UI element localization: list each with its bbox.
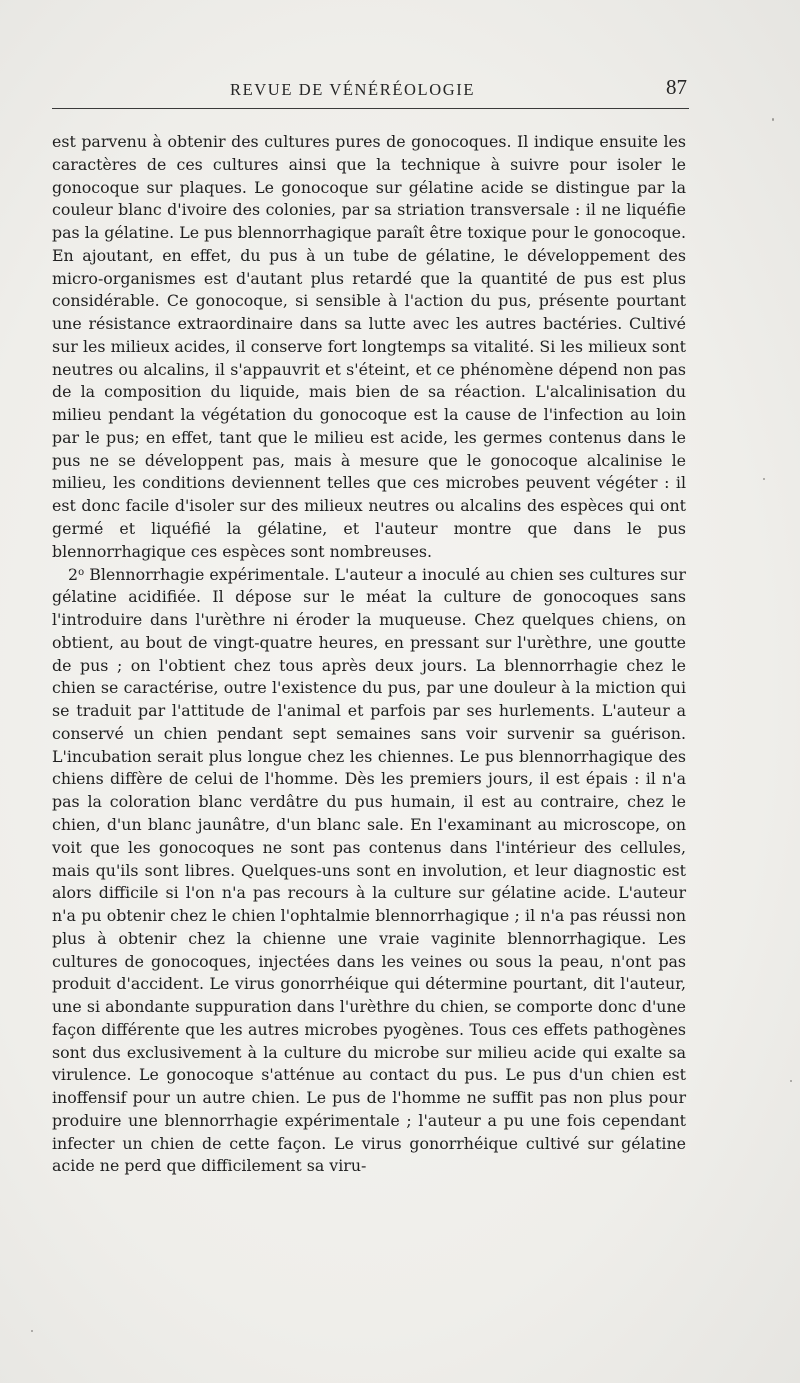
page-header [52, 72, 689, 109]
page-number: 87 [666, 75, 687, 99]
ordinal-marker: o [78, 566, 85, 578]
section-number: 2 [68, 564, 79, 584]
paper-speck [31, 1330, 33, 1332]
paragraph: est parvenu à obtenir des cultures pures de gonocoques. Il indique ensuite les caractères de ces cultures ainsi que la technique à suivre pour isoler le gonocoque sur plaques. Le gonocoque sur gélatine acide se distingue par la couleur blanc d'ivoire des colonies, par sa striation transversale : il ne liquéfie pas la gélatine. Le pus blennorrhagique paraît être toxique pour le gonocoque. En ajoutant, en effet, du pus à un tube de gélatine, le développement des micro-organismes est d'autant plus retardé que la quantité de pus est plus considérable. Ce gonocoque, si sensible à l'action du pus, présente pourtant une résistance extraordinaire dans sa lutte avec les autres bactéries. Cultivé sur les milieux acides, il conserve fort longtemps sa vitalité. Si les milieux sont neutres ou alcalins, il s'appauvrit et s'éteint, et ce phénomène dépend non pas de la composition du liquide, mais bien de sa réaction. L'alcalinisation du milieu pendant la végétation du gonocoque est la cause de l'infection au loin par le pus; en effet, tant que le milieu est acide, les germes contenus dans le pus ne se développent pas, mais à mesure que le gonocoque alcalinise le milieu, les conditions deviennent telles que ces microbes peuvent végéter : il est donc facile d'isoler sur des milieux neutres ou alcalins des espèces qui ont germé et liquéfié la gélatine, et l'auteur montre que dans le pus blennorrhagique ces espèces sont nombreuses. [52, 132, 686, 561]
paragraph-text: Blennorrhagie expérimentale. L'auteur a inoculé au chien ses cultures sur gélatine acidifiée. Il dépose sur le méat la culture de gonocoques sans l'introduire dans l'urèthre ni éroder la muqueuse. Chez quelques chiens, on obtient, au bout de vingt-quatre heures, en pressant sur l'urèthre, une goutte de pus ; on l'obtient chez tous après deux jours. La blennorrhagie chez le chien se caractérise, outre l'existence du pus, par une douleur à la miction qui se traduit par l'attitude de l'animal et parfois par ses hurlements. L'auteur a conservé un chien pendant sept semaines sans voir survenir sa guérison. L'incubation serait plus longue chez les chiennes. Le pus blennorrhagique des chiens diffère de celui de l'homme. Dès les premiers jours, il est épais : il n'a pas la coloration blanc verdâtre du pus humain, il est au contraire, chez le chien, d'un blanc jaunâtre, d'un blanc sale. En l'examinant au microscope, on voit que les gonocoques ne sont pas contenus dans l'intérieur des cellules, mais qu'ils sont libres. Quelques-uns sont en involution, et leur diagnostic est alors difficile si l'on n'a pas recours à la culture sur gélatine acide. L'auteur n'a pu obtenir chez le chien l'ophtalmie blennorrhagique ; il n'a pas réussi non plus à obtenir chez la chienne une vraie vaginite blennorrhagique. Les cultures de gonocoques, injectées dans les veines ou sous la peau, n'ont pas produit d'accident. Le virus gonorrhéique qui détermine pourtant, dit l'auteur, une si abondante suppuration dans l'urèthre du chien, se comporte donc d'une façon différente que les autres microbes pyogènes. Tous ces effets pathogènes sont dus exclusivement à la culture du microbe sur milieu acide qui exalte sa virulence. Le gonocoque s'atténue au contact du pus. Le pus d'un chien est inoffensif pour un autre chien. Le pus de l'homme ne suffit pas non plus pour produire une blennorrhagie expérimentale ; l'auteur a pu une fois cependant infecter un chien de cette façon. Le virus gonorrhéique cultivé sur gélatine acide ne perd que difficilement sa viru- [52, 564, 686, 1176]
body-text [52, 131, 686, 1178]
paper-speck [772, 118, 774, 121]
paper-speck [763, 478, 765, 480]
running-title: REVUE DE VÉNÉRÉOLOGIE [230, 80, 476, 99]
paragraph [52, 564, 686, 1179]
paper-speck [790, 1080, 792, 1082]
